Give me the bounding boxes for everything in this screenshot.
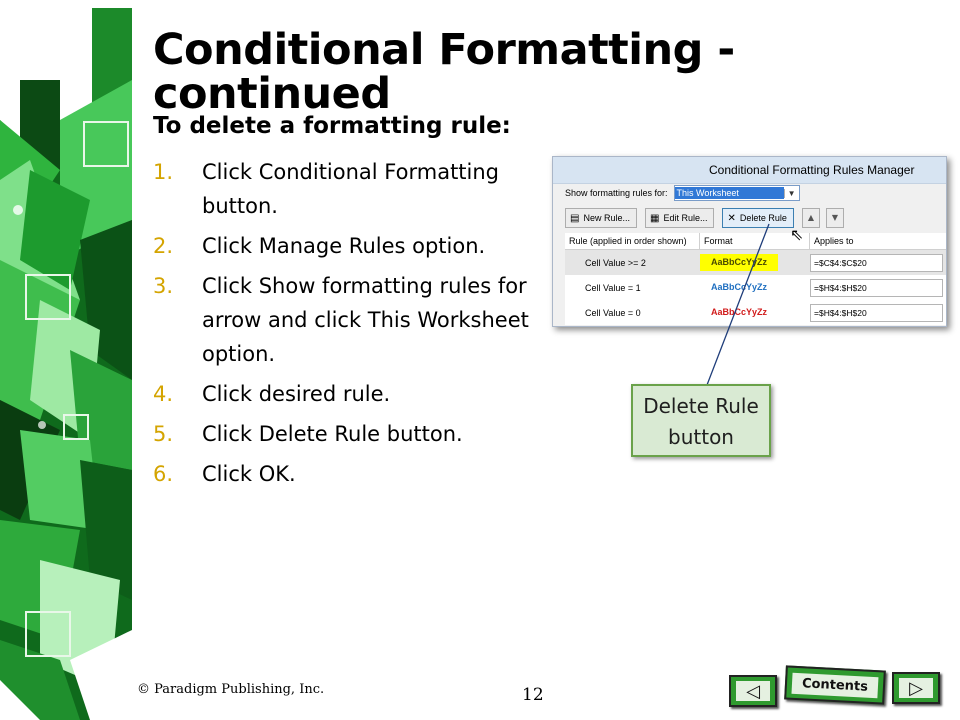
step-number: 2. bbox=[153, 234, 174, 258]
close-icon: ✕ bbox=[727, 212, 736, 224]
step-text: Click Show formatting rules for arrow and click This Worksheet option. bbox=[202, 274, 529, 366]
step-number: 4. bbox=[153, 382, 174, 406]
column-header: Rule (applied in order shown) bbox=[565, 233, 700, 249]
applies-to-field[interactable]: =$H$4:$H$20 bbox=[810, 304, 943, 322]
format-preview: AaBbCcYyZz bbox=[710, 307, 767, 317]
rule-cell: Cell Value >= 2 bbox=[585, 257, 646, 268]
chevron-down-icon[interactable]: ▼ bbox=[784, 189, 799, 198]
right-triangle-icon: ▷ bbox=[909, 677, 923, 699]
rule-cell: Cell Value = 1 bbox=[585, 282, 641, 293]
rule-cell: Cell Value = 0 bbox=[585, 307, 641, 318]
column-header: Applies to bbox=[814, 236, 854, 246]
delete-rule-callout: Delete Rule button bbox=[631, 384, 771, 457]
dialog-title: Conditional Formatting Rules Manager bbox=[553, 157, 946, 184]
step-text: Click Conditional Formatting button. bbox=[202, 160, 500, 218]
step-number: 5. bbox=[153, 422, 174, 446]
step-text: Click Manage Rules option. bbox=[202, 234, 486, 258]
column-header: Format bbox=[700, 233, 810, 249]
step-number: 3. bbox=[153, 274, 174, 298]
edit-rule-icon: ▦ bbox=[649, 212, 660, 224]
new-rule-icon: ▤ bbox=[570, 212, 580, 224]
mouse-pointer-icon: ⇖ bbox=[790, 225, 804, 244]
new-rule-label: New Rule... bbox=[583, 213, 630, 223]
step-text: Click desired rule. bbox=[202, 382, 391, 406]
delete-rule-label: Delete Rule bbox=[739, 213, 787, 223]
previous-slide-button[interactable] bbox=[729, 675, 777, 707]
edit-rule-label: Edit Rule... bbox=[663, 213, 708, 223]
triangle-down-icon: ▼ bbox=[831, 213, 838, 222]
contents-label: Contents bbox=[792, 672, 879, 697]
left-triangle-icon: ◁ bbox=[746, 680, 760, 702]
applies-to-field[interactable]: =$C$4:$C$20 bbox=[810, 254, 943, 272]
show-rules-label: Show formatting rules for: bbox=[565, 188, 668, 198]
copyright-footer: © Paradigm Publishing, Inc. bbox=[137, 682, 325, 697]
format-preview: AaBbCcYyZz bbox=[700, 254, 778, 271]
format-preview: AaBbCcYyZz bbox=[710, 282, 767, 292]
next-slide-button[interactable] bbox=[892, 672, 940, 704]
contents-button[interactable] bbox=[784, 665, 886, 704]
applies-to-field[interactable]: =$H$4:$H$20 bbox=[810, 279, 943, 297]
step-number: 6. bbox=[153, 462, 174, 486]
slide-title: Conditional Formatting - continued bbox=[153, 25, 735, 119]
triangle-up-icon: ▲ bbox=[807, 213, 814, 222]
step-number: 1. bbox=[153, 160, 174, 184]
show-rules-value: This Worksheet bbox=[675, 187, 784, 199]
slide-subtitle: To delete a formatting rule: bbox=[153, 113, 511, 139]
page-number: 12 bbox=[522, 685, 544, 705]
step-text: Click OK. bbox=[202, 462, 296, 486]
step-text: Click Delete Rule button. bbox=[202, 422, 463, 446]
